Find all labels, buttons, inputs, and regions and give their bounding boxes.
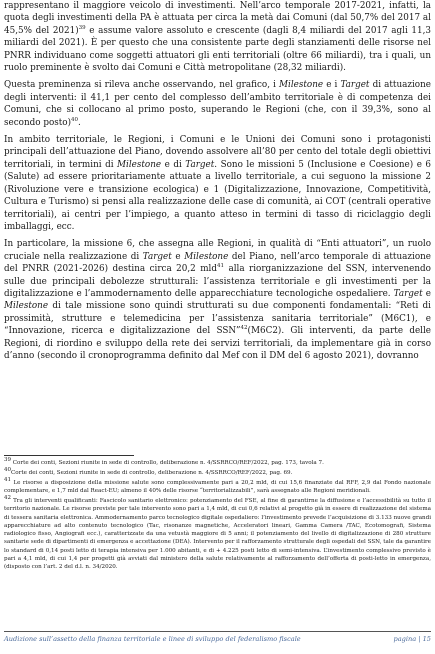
footnote-separator <box>4 455 134 456</box>
text-run: e di <box>161 159 186 170</box>
footnote-ref-40[interactable]: 40 <box>71 116 79 123</box>
footnote-number: 41 <box>4 476 11 483</box>
paragraph-4 <box>4 238 431 362</box>
text-run: . <box>78 117 81 128</box>
footnote-text: Corte dei conti, Sezioni riunite in sede di controllo, deliberazione n. 4/SSRRCO/REF/2022, pag. 173, tavola 7. <box>11 460 324 466</box>
footnote-ref-41[interactable]: 41 <box>217 263 224 270</box>
text-run: e assume valore assoluto e crescente (dagli 8,4 miliardi del 2017 agli 11,3 miliardi del 2021). È per questo che una consistente parte degli stanziamenti delle risorse nel PNRR individuano come soggetti attuatori gli enti territoriali (oltre 66 miliardi), tra i quali, un ruolo preminente è svolto dai Comuni e Città metropolitane (28,32 miliardi). <box>4 25 431 74</box>
italic-term: Milestone <box>279 80 324 91</box>
text-run: di attuazione degli interventi: il 41,1 per cento del complesso dell’ambito territoriale è di competenza dei Comuni, che si collocano al primo posto, superando le Regioni (che, con il 39,3%, sono al secondo posto) <box>4 80 431 128</box>
footnote-text: Tra gli interventi qualificanti: Fascicolo sanitario elettronico: potenziamento del FSE, al fine di garantirne la diffusione e l’accessibilità su tutto il territorio nazionale. Le risorse previste per tale intervento sono pari a 1,4 mld, di cui 0,6 relativi al progetto già in essere di realizzazione del sistema di tessera sanitaria elettronica. Ammodernamento parco tecnologico digitale ospedaliero: l’investimento prevede l’acquisizione di 3.133 nuove grandi apparecchiature ad alto contenuto tecnologico (Tac, risonanze magnetiche, Acceleratori lineari, Gamma Camera /TAC, Ecotomografi, Sistema radiologico fisso, Angiografi ecc.), caratterizzate da una vetustà maggiore di 5 anni; il potenziamento del livello di digitalizzazione di 280 strutture sanitarie sede di dipartimenti di emergenza e accettazione (DEA). Intervento per il rafforzamento strutturale degli ospedali del SSN, tale da garantire lo standard di 0,14 posti letto di terapia intensiva per 1.000 abitanti, e di + 4.225 posti letto di semi-intensiva. L’investimento complessivo previsto è pari a 4,1 mld, di cui 1,4 per progetti già avviati dal ministero della salute relativamente al rafforzamento dell’offerta di posti-letto in emergenza, (disposto con l’art. 2 del d.l. n. 34/2020. <box>4 497 431 571</box>
italic-term: Milestone <box>117 159 162 170</box>
italic-term: Target <box>185 159 215 170</box>
footnote-text: Le risorse a disposizione della missione salute sono complessivamente pari a 20,2 mld, di cui 15,6 finanziate dal RFF, 2,9 dal Fondo nazionale complementare, e 1,7 mld dal React-EU; almeno il 40% delle risorse “territorializzabili”, sarà assegnato alle Regioni meridionali. <box>4 479 431 495</box>
paragraph-2 <box>4 79 431 129</box>
italic-term: Milestone <box>184 251 229 262</box>
italic-term: Target <box>142 251 172 262</box>
footnote-42 <box>4 497 431 572</box>
italic-term: Target <box>393 288 423 299</box>
italic-term: Milestone <box>4 301 49 312</box>
footnote-number: 40 <box>4 467 11 474</box>
text-run: alla riorganizzazione del SSN, intervenendo sulle due principali debolezze strutturali: l’assistenza territoriale e gli investimenti per la digitalizzazione e l’ammodernamento delle apparecchiature tecnologiche ospedaliere. <box>4 264 431 299</box>
footer-title: Audizione sull’assetto della finanza territoriale e linee di sviluppo del federalismo fiscale <box>4 635 301 643</box>
text-run: del Piano, nell’arco temporale di attuazione del PNRR (2021-2026) destina circa 20,2 mld <box>4 251 431 275</box>
paragraph-3 <box>4 134 431 233</box>
page-number: pagina | 15 <box>393 635 431 643</box>
text-run: e i <box>323 80 341 91</box>
text-run: In particolare, la missione 6, che assegna alle Regioni, in qualità di “Enti attuatori”, un ruolo cruciale nella realizzazione di <box>4 239 431 262</box>
footnote-number: 42 <box>4 495 11 502</box>
footnote-ref-39[interactable]: 39 <box>78 24 86 31</box>
text-run: . Sono le missioni 5 (Inclusione e Coesione) e 6 (Salute) ad essere prioritariamente attuate a livello territoriale, a cui seguono la missione 2 (Rivoluzione vere e transizione ecologica) e 1 (Digitalizzazione, Innovazione, Competitività, Cultura e Turismo) si pensi alla realizzazione delle case di comunità, ai COT (centrali operative territoriali), ai centri per l’impiego, a quanto atteso in termini di tasso di riciclaggio degli imballaggi, ecc. <box>4 159 432 232</box>
footnote-ref-42[interactable]: 42 <box>240 325 248 332</box>
text-run: e <box>422 288 431 299</box>
footnote-40 <box>4 469 431 477</box>
page-footer <box>4 631 431 643</box>
text-run: di tale missione sono quindi strutturati su due componenti fondamentali: “Reti di prossimità, strutture e telemedicina per l’assistenza sanitaria territoriale” (M6C1), e “Innovazione, ricerca e digitalizzazione del SSN” <box>4 301 431 337</box>
body-text <box>4 0 431 367</box>
italic-term: Target <box>340 80 370 91</box>
text-run: rappresentano il maggiore veicolo di investimenti. Nell’arco temporale 2017-2021, infatti, la quota degli investimenti della PA è attuata per circa la metà dai Comuni (dal 50,7% del 2017 al 45,5% del 2021) <box>4 1 431 36</box>
footnotes <box>4 459 431 573</box>
text-run: (M6C2). Gli interventi, da parte delle Regioni, di riordino e sviluppo della rete dei servizi territoriali, da implementare già in corso d’anno (secondo il cronoprogramma definito dal Mef con il DM del 6 agosto 2021), dovranno <box>4 326 431 361</box>
paragraph-1 <box>4 0 431 74</box>
text-run: e <box>171 251 185 262</box>
footnote-text: Corte dei conti, Sezioni riunite in sede di controllo, deliberazione n. 4/SSRRCO/REF/2022, pag. 69. <box>11 469 293 476</box>
footnote-39 <box>4 459 431 467</box>
footnote-41 <box>4 476 431 496</box>
text-run: Questa preminenza si rileva anche osservando, nel grafico, i <box>4 80 280 91</box>
text-run: In ambito territoriale, le Regioni, i Comuni e le Unioni dei Comuni sono i protagonisti principali dell’attuazione del Piano, dovendo assolvere all’80 per cento del totale degli obiettivi territoriali, in termini di <box>4 135 431 170</box>
footnote-number: 39 <box>4 457 11 464</box>
